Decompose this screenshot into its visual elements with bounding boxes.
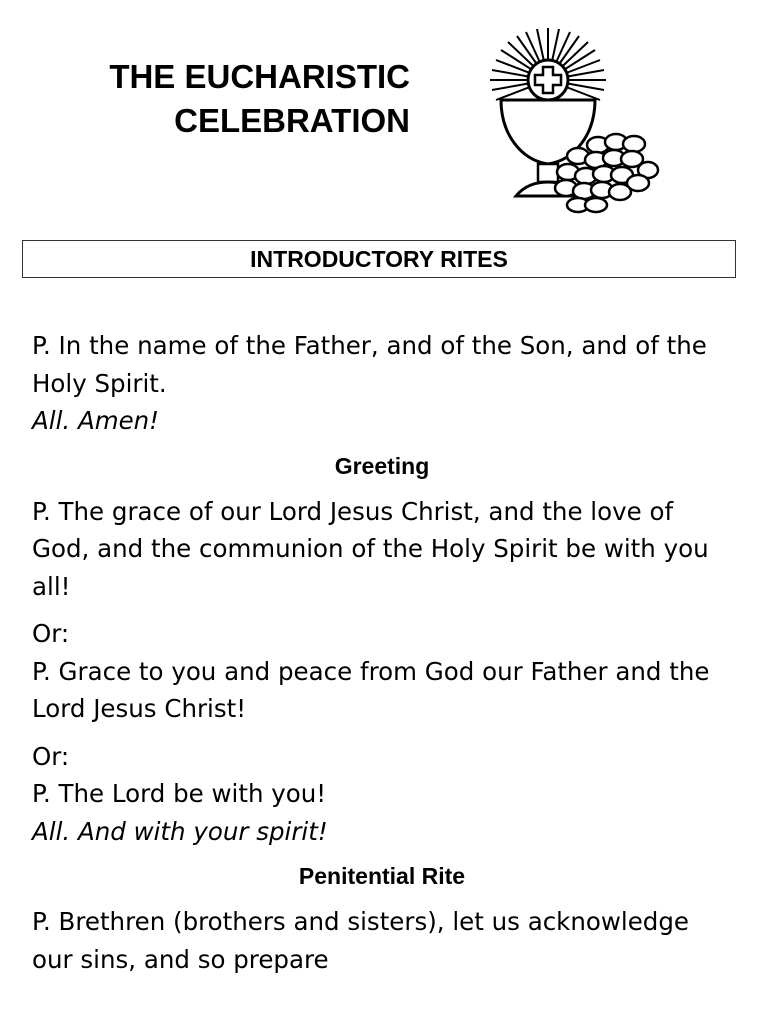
- section-heading-introductory-rites: INTRODUCTORY RITES: [22, 240, 736, 278]
- title-line-2: CELEBRATION: [174, 102, 410, 139]
- or-separator-1: Or:: [32, 619, 70, 648]
- greeting-option-3-response: All. And with your spirit!: [32, 816, 328, 846]
- page-title: [30, 55, 410, 143]
- penitential-rite-heading: Penitential Rite: [298, 863, 466, 889]
- penitential-priest-line: P. Brethren (brothers and sisters), let us acknowledge our sins, and so prepare: [32, 907, 689, 974]
- greeting-option-3-priest: P. The Lord be with you!: [32, 779, 327, 808]
- greeting-heading: Greeting: [334, 452, 430, 479]
- chalice-host-grapes-icon: [466, 20, 666, 215]
- opening-response: All. Amen!: [32, 406, 159, 435]
- or-separator-2: Or:: [32, 741, 70, 771]
- greeting-option-1: P. The grace of our Lord Jesus Christ, and the love of God, and the communion of the Holy Spirit be with you all!: [32, 496, 709, 601]
- opening-priest-line: P. In the name of the Father, and of the Son, and of the Holy Spirit.: [32, 331, 707, 398]
- liturgy-text: [32, 327, 732, 978]
- title-line-1: THE EUCHARISTIC: [109, 58, 410, 95]
- greeting-option-2: P. Grace to you and peace from God our Father and the Lord Jesus Christ!: [32, 656, 710, 723]
